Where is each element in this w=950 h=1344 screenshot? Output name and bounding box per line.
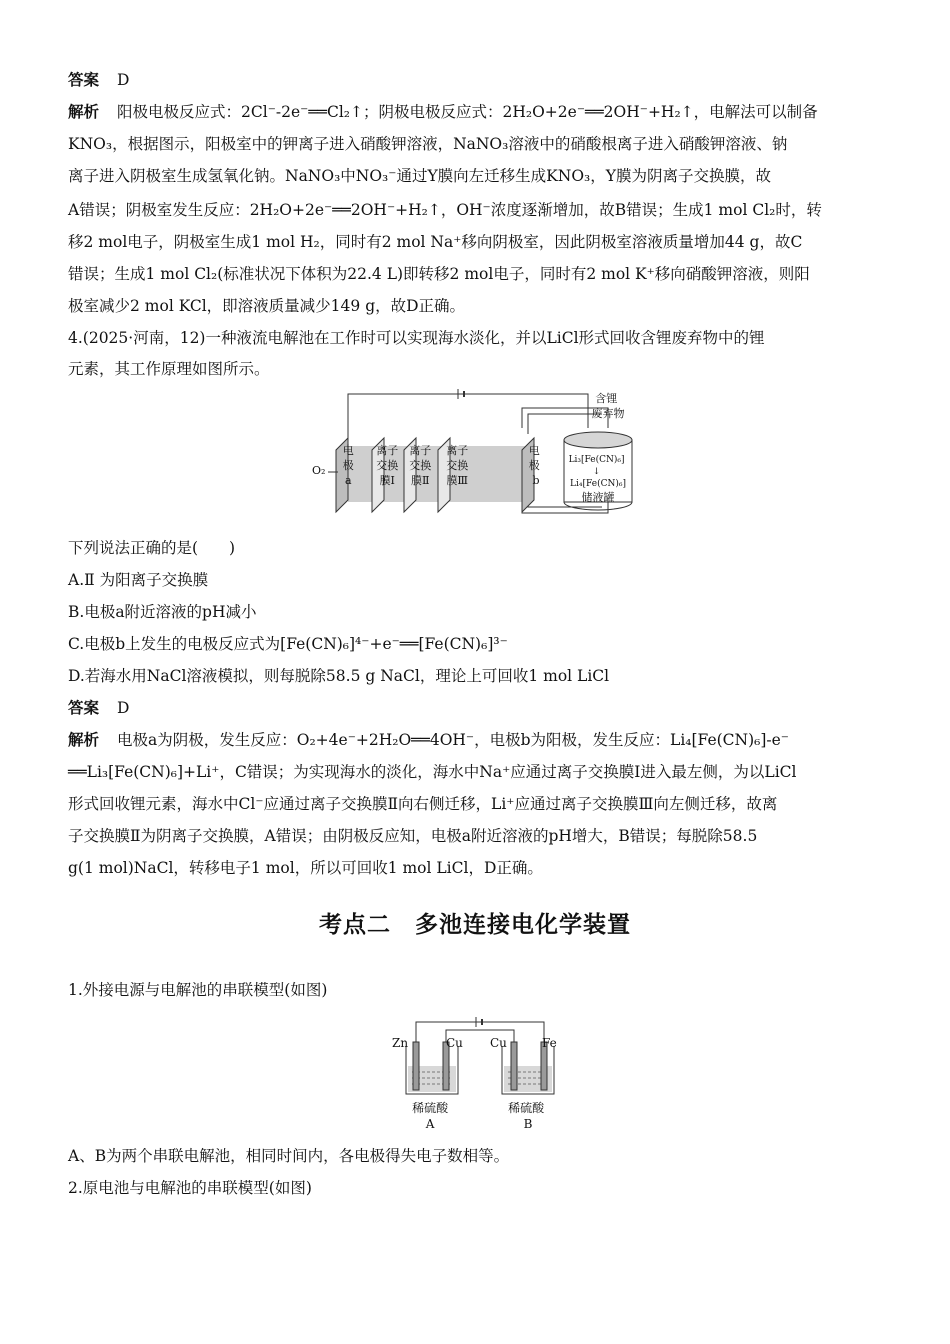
electrode-a-label: a	[344, 474, 352, 487]
svg-text:O₂	[312, 464, 325, 477]
waste-label: 废弃物	[591, 407, 625, 420]
analysis-label: 解析	[68, 730, 100, 749]
q4-analysis-line-5: g(1 mol)NaCl，转移电子1 mol，所以可回收1 mol LiCl，D正确。	[68, 859, 543, 877]
fe-label: Fe	[542, 1036, 557, 1050]
series-cells-diagram	[390, 1010, 570, 1132]
membrane-1-label: 离子	[376, 444, 399, 457]
q4-analysis-line-4: 子交换膜Ⅱ为阴离子交换膜，A错误；由阴极反应知，电极a附近溶液的pH增大，B错误；每脱除58.5	[68, 827, 758, 845]
answer-value: D	[117, 699, 130, 717]
electrode-b-label: 电	[528, 444, 540, 457]
cu-label-a: Cu	[446, 1036, 463, 1050]
svg-text:稀硫酸 稀硫酸 A B	[412, 1100, 548, 1131]
section-item-2: 2.原电池与电解池的串联模型(如图)	[68, 1179, 312, 1197]
option-c: C.电极b上发生的电极反应式为[Fe(CN)₆]⁴⁻+e⁻══[Fe(CN)₆]³⁻	[68, 635, 508, 653]
membrane-2-label: 膜Ⅱ	[411, 474, 430, 487]
q3-analysis-line-7: 极室减少2 mol KCl，即溶液质量减少149 g，故D正确。	[68, 297, 466, 315]
membrane-1-label: 交换	[376, 459, 399, 472]
acid-label-b: 稀硫酸	[508, 1101, 545, 1115]
membrane-2-label: 离子	[409, 444, 432, 457]
answer-label: 答案	[68, 698, 100, 717]
q4-answer-row	[68, 698, 129, 718]
electrode-a-label: 极	[342, 459, 354, 472]
tank-arrow: ↓	[592, 467, 601, 477]
waste-label: 含锂	[595, 392, 618, 405]
answer-label: 答案	[68, 70, 100, 89]
q3-analysis-line-4: A错误；阴极室发生反应：2H₂O+2e⁻══2OH⁻+H₂↑，OH⁻浓度逐渐增加，故B错误；生成1 mol Cl₂时，转	[68, 201, 822, 219]
option-b: B.电极a附近溶液的pH减小	[68, 603, 257, 621]
q3-analysis-line-6: 错误；生成1 mol Cl₂(标准状况下体积为22.4 L)即转移2 mol电子，同时有2 mol K⁺移向硝酸钾溶液，则阳	[68, 265, 810, 283]
q3-analysis-line-5: 移2 mol电子，阴极室生成1 mol H₂，同时有2 mol Na⁺移向阴极室，因此阴极室溶液质量增加44 g，故C	[68, 233, 803, 251]
electrode-b-label: 极	[528, 459, 540, 472]
q4-analysis-line-1	[68, 730, 789, 750]
cell-label-b: B	[523, 1117, 533, 1131]
svg-text:储液罐	[582, 490, 615, 504]
o2-label: O₂	[312, 464, 326, 477]
section-title: 考点二 多池连接电化学装置	[319, 911, 631, 938]
electrode-b-label: b	[532, 474, 540, 487]
membrane-3-label: 离子	[446, 444, 469, 457]
section-item-1-note: A、B为两个串联电解池，相同时间内，各电极得失电子数相等。	[68, 1147, 510, 1165]
analysis-text: 电极a为阴极，发生反应：O₂+4e⁻+2H₂O══4OH⁻，电极b为阳极，发生反应：Li₄[Fe(CN)₆]-e⁻	[117, 731, 789, 749]
membrane-3-label: 交换	[446, 459, 469, 472]
membrane-1-label: 膜Ⅰ	[379, 474, 395, 487]
q4-stem-line-2: 元素，其工作原理如图所示。	[68, 360, 270, 378]
analysis-text: 阳极电极反应式：2Cl⁻-2e⁻══Cl₂↑；阴极电极反应式：2H₂O+2e⁻══2OH⁻+H₂↑，电解法可以制备	[117, 103, 818, 121]
cu-label-b: Cu	[490, 1036, 507, 1050]
flow-cell-diagram	[308, 388, 648, 520]
q3-analysis-line-1	[68, 102, 818, 122]
membrane-3-label: 膜Ⅲ	[446, 474, 469, 487]
acid-label-a: 稀硫酸	[412, 1101, 449, 1115]
option-a: A.Ⅱ 为阳离子交换膜	[68, 571, 209, 589]
q4-analysis-line-2: ══Li₃[Fe(CN)₆]+Li⁺，C错误；为实现海水的淡化，海水中Na⁺应通过离子交换膜Ⅰ进入最左侧，为以LiCl	[68, 763, 797, 781]
zn-label: Zn	[392, 1036, 409, 1050]
option-d: D.若海水用NaCl溶液模拟，则每脱除58.5 g NaCl，理论上可回收1 mol LiCl	[68, 667, 610, 685]
tank-label: 储液罐	[581, 491, 615, 504]
q4-question: 下列说法正确的是( )	[68, 539, 236, 557]
membrane-2-label: 交换	[409, 459, 432, 472]
q4-analysis-line-3: 形式回收锂元素，海水中Cl⁻应通过离子交换膜Ⅱ向右侧迁移，Li⁺应通过离子交换膜Ⅲ向左侧迁移，故离	[68, 795, 778, 813]
q3-analysis-line-2: KNO₃，根据图示，阳极室中的钾离子进入硝酸钾溶液，NaNO₃溶液中的硝酸根离子进入硝酸钾溶液、钠	[68, 135, 788, 153]
tank-species-1: Li₃[Fe(CN)₆]	[568, 455, 625, 465]
q3-analysis-line-3: 离子进入阴极室生成氢氧化钠。NaNO₃中NO₃⁻通过Y膜向左迁移生成KNO₃，Y膜为阴离子交换膜，故	[68, 167, 771, 185]
answer-value: D	[117, 71, 130, 89]
section-item-1: 1.外接电源与电解池的串联模型(如图)	[68, 981, 328, 999]
svg-text:含锂 废弃物	[592, 391, 625, 420]
electrode-a-label: 电	[342, 444, 354, 457]
cell-label-a: A	[425, 1117, 435, 1131]
q3-answer-row	[68, 70, 129, 90]
q4-stem-line-1: 4.(2025·河南，12)一种液流电解池在工作时可以实现海水淡化，并以LiCl形式回收含锂废弃物中的锂	[68, 329, 765, 347]
tank-species-2: Li₄[Fe(CN)₆]	[570, 479, 626, 489]
analysis-label: 解析	[68, 102, 100, 121]
